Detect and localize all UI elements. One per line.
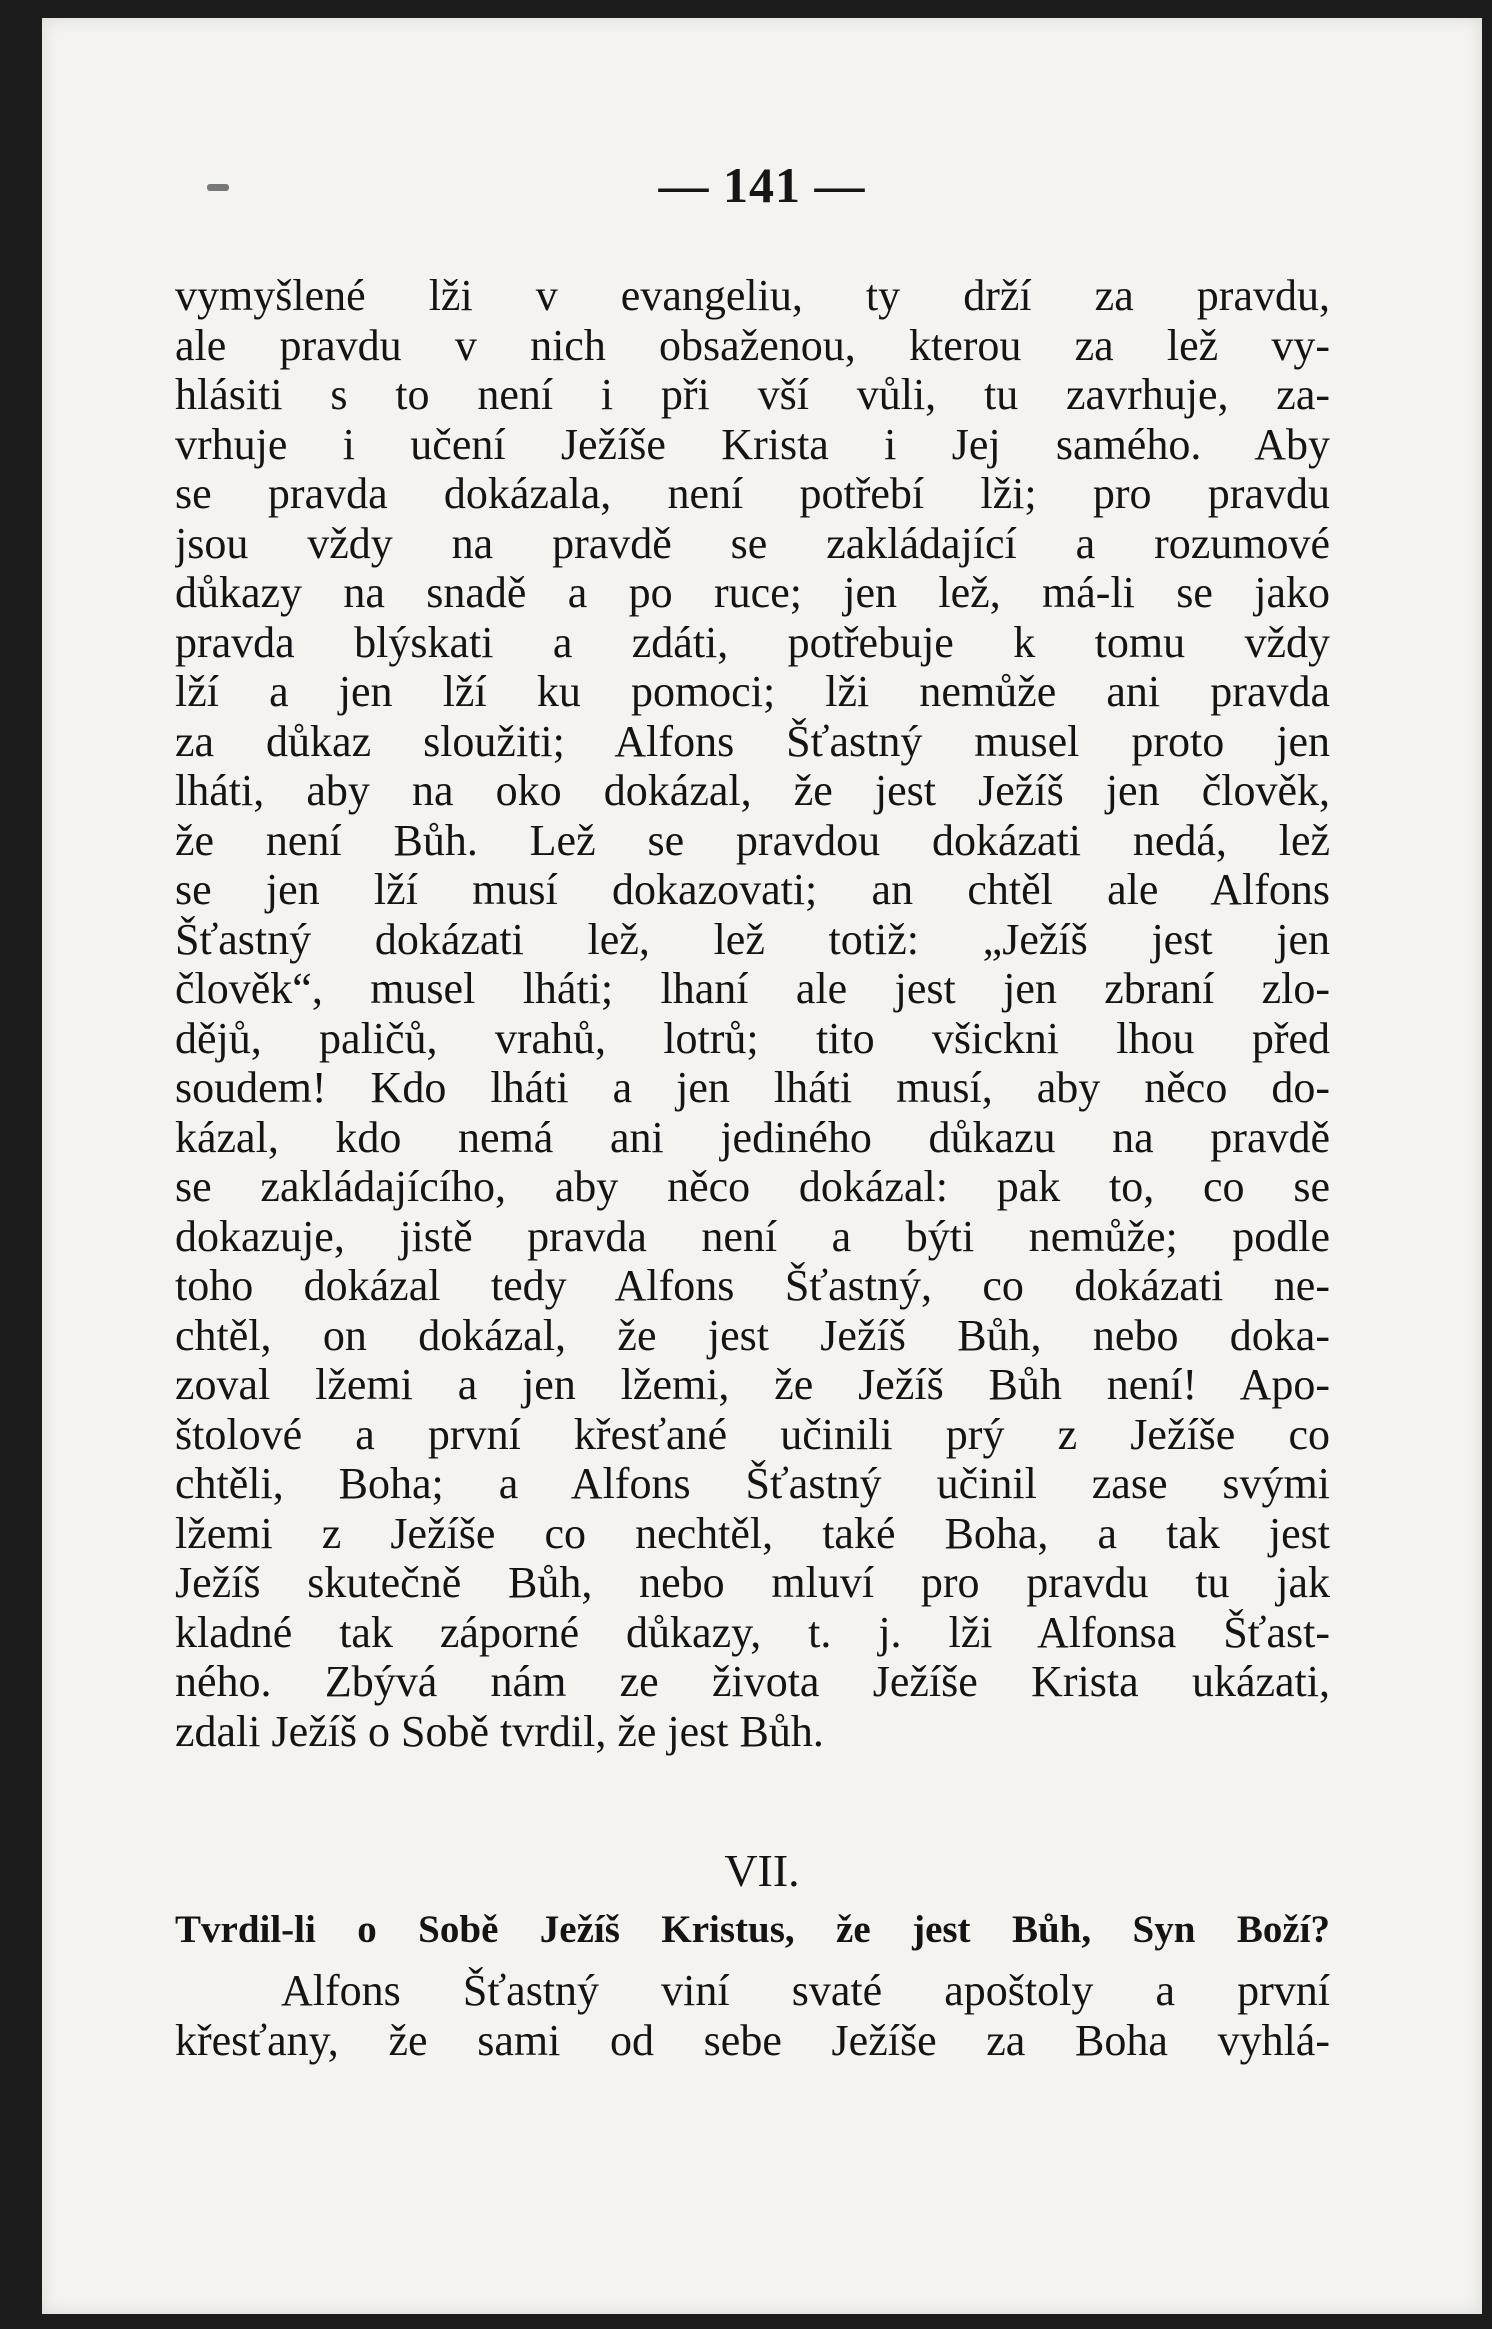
text-line: Šťastný dokázati lež, lež totiž: „Ježíš jest jen — [175, 914, 1330, 964]
body-text — [175, 271, 1330, 1756]
text-line: člověk“, musel lháti; lhaní ale jest jen zbraní zlo- — [175, 964, 1330, 1013]
text-line: Ježíš skutečně Bůh, nebo mluví pro pravdu tu jak — [175, 1558, 1330, 1607]
text-line: ale pravdu v nich obsaženou, kterou za lež vy- — [175, 320, 1330, 370]
text-line: chtěli, Boha; a Alfons Šťastný učinil zase svými — [175, 1459, 1330, 1508]
text-line: se pravda dokázala, není potřebí lži; pro pravdu — [175, 469, 1330, 518]
text-line: toho dokázal tedy Alfons Šťastný, co dokázati ne- — [175, 1261, 1330, 1310]
text-line: ného. Zbývá nám ze života Ježíše Krista ukázati, — [175, 1657, 1330, 1706]
text-line: jsou vždy na pravdě se zakládající a rozumové — [175, 518, 1330, 568]
text-line: soudem! Kdo lháti a jen lháti musí, aby něco do- — [175, 1063, 1330, 1112]
text-line: důkazy na snadě a po ruce; jen lež, má-li se jako — [175, 568, 1330, 617]
text-line: se jen lží musí dokazovati; an chtěl ale Alfons — [175, 865, 1330, 914]
text-line: se zakládajícího, aby něco dokázal: pak to, co se — [175, 1162, 1330, 1211]
text-line: štolové a první křesťané učinili prý z Ježíše co — [175, 1409, 1330, 1459]
text-line: vrhuje i učení Ježíše Krista i Jej samého. Aby — [175, 419, 1330, 469]
text-line: hlásiti s to není i při vší vůli, tu zavrhuje, za- — [175, 370, 1330, 419]
text-line: křesťany, že sami od sebe Ježíše za Boha vyhlá- — [175, 2015, 1330, 2065]
text-line: zoval lžemi a jen lžemi, že Ježíš Bůh není! Apo- — [175, 1360, 1330, 1409]
text-line: vymyšlené lži v evangeliu, ty drží za pravdu, — [175, 271, 1330, 320]
text-line: dokazuje, jistě pravda není a býti nemůže; podle — [175, 1211, 1330, 1261]
text-line: dějů, paličů, vrahů, lotrů; tito všickni lhou před — [175, 1013, 1330, 1063]
page-number: — 141 — — [658, 157, 866, 213]
text-line: pravda blýskati a zdáti, potřebuje k tomu vždy — [175, 617, 1330, 667]
chapter-title: Tvrdil-li o Sobě Ježíš Kristus, že jest Bůh, Syn Boží? — [175, 1908, 1330, 1951]
text-line: kladné tak záporné důkazy, t. j. lži Alfonsa Šťast- — [175, 1607, 1330, 1657]
text-line: chtěl, on dokázal, že jest Ježíš Bůh, nebo doka- — [175, 1310, 1330, 1360]
text-line: lžemi z Ježíše co nechtěl, také Boha, a tak jest — [175, 1508, 1330, 1558]
text-line: lháti, aby na oko dokázal, že jest Ježíš jen člověk, — [175, 766, 1330, 815]
text-line: lží a jen lží ku pomoci; lži nemůže ani pravda — [175, 667, 1330, 716]
book-page — [42, 18, 1482, 2314]
chapter-text — [175, 1966, 1330, 2065]
text-line: za důkaz sloužiti; Alfons Šťastný musel proto jen — [175, 716, 1330, 766]
chapter-number: VII. — [724, 1845, 800, 1896]
text-line: Alfons Šťastný viní svaté apoštoly a první — [281, 1966, 1330, 2015]
text-line: zdali Ježíš o Sobě tvrdil, že jest Bůh. — [175, 1706, 824, 1756]
text-line: kázal, kdo nemá ani jediného důkazu na pravdě — [175, 1112, 1330, 1162]
text-line: že není Bůh. Lež se pravdou dokázati nedá, lež — [175, 815, 1330, 865]
